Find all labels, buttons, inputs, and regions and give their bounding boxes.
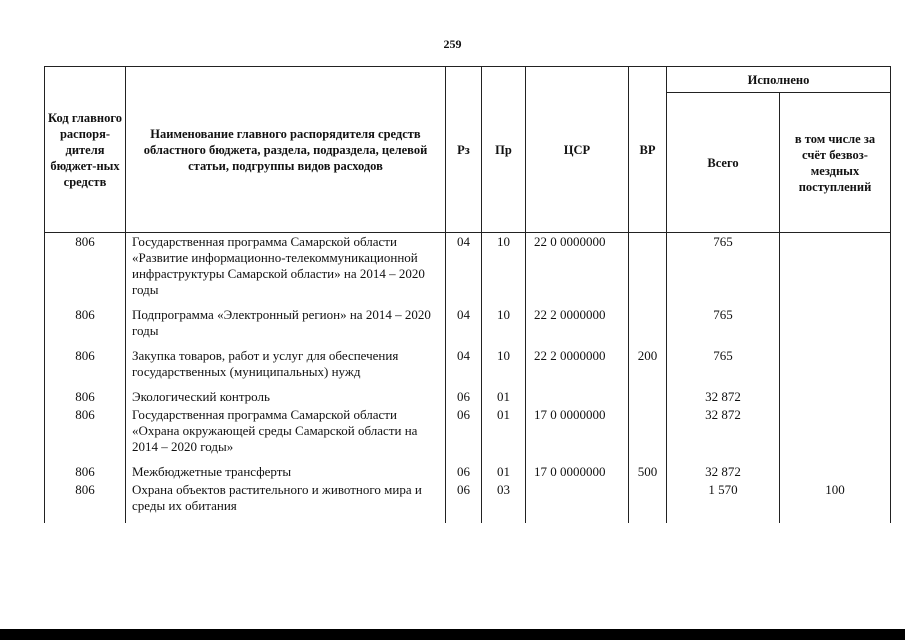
budget-table [44, 66, 891, 523]
cell-rz: 06 [446, 407, 482, 464]
cell-incl [780, 389, 891, 407]
table-row [45, 482, 891, 523]
cell-rz: 06 [446, 464, 482, 482]
header-pr: Пр [482, 67, 526, 233]
cell-code: 806 [45, 348, 126, 389]
header-rz: Рз [446, 67, 482, 233]
cell-code: 806 [45, 482, 126, 523]
cell-incl: 100 [780, 482, 891, 523]
header-total: Всего [667, 93, 780, 233]
cell-csr [526, 389, 629, 407]
cell-csr: 17 0 0000000 [526, 407, 629, 464]
cell-total: 32 872 [667, 464, 780, 482]
cell-name: Межбюджетные трансферты [126, 464, 446, 482]
table-row [45, 307, 891, 348]
cell-csr: 22 2 0000000 [526, 348, 629, 389]
cell-incl [780, 348, 891, 389]
table-row [45, 348, 891, 389]
header-code: Код главного распоря-дителя бюджет-ных средств [45, 67, 126, 233]
cell-vr [629, 307, 667, 348]
cell-pr: 10 [482, 307, 526, 348]
cell-pr: 10 [482, 348, 526, 389]
cell-pr: 01 [482, 407, 526, 464]
cell-name: Государственная программа Самарской области «Развитие информационно-телекоммуникационной инфраструктуры Самарской области» на 2014 – 2020 годы [126, 233, 446, 308]
cell-code: 806 [45, 389, 126, 407]
table-row [45, 233, 891, 308]
cell-total: 1 570 [667, 482, 780, 523]
cell-name: Государственная программа Самарской области «Охрана окружающей среды Самарской области на 2014 – 2020 годы» [126, 407, 446, 464]
cell-code: 806 [45, 464, 126, 482]
cell-total: 765 [667, 307, 780, 348]
cell-total: 765 [667, 233, 780, 308]
cell-code: 806 [45, 307, 126, 348]
cell-csr: 22 2 0000000 [526, 307, 629, 348]
cell-name: Подпрограмма «Электронный регион» на 2014 – 2020 годы [126, 307, 446, 348]
header-name: Наименование главного распорядителя средств областного бюджета, раздела, подраздела, целевой статьи, подгруппы видов расходов [126, 67, 446, 233]
cell-incl [780, 307, 891, 348]
cell-rz: 04 [446, 233, 482, 308]
table-row [45, 464, 891, 482]
cell-rz: 06 [446, 389, 482, 407]
cell-pr: 01 [482, 389, 526, 407]
cell-rz: 06 [446, 482, 482, 523]
cell-code: 806 [45, 407, 126, 464]
header-csr: ЦСР [526, 67, 629, 233]
header-incl: в том числе за счёт безвоз-мездных поступлений [780, 93, 891, 233]
cell-csr [526, 482, 629, 523]
cell-incl [780, 233, 891, 308]
cell-name: Экологический контроль [126, 389, 446, 407]
cell-pr: 03 [482, 482, 526, 523]
cell-vr [629, 482, 667, 523]
table-header [45, 67, 891, 233]
table-row [45, 389, 891, 407]
cell-rz: 04 [446, 348, 482, 389]
scan-edge-bar [0, 629, 905, 640]
table-row [45, 407, 891, 464]
cell-name: Охрана объектов растительного и животного мира и среды их обитания [126, 482, 446, 523]
cell-rz: 04 [446, 307, 482, 348]
cell-incl [780, 464, 891, 482]
cell-vr [629, 233, 667, 308]
cell-name: Закупка товаров, работ и услуг для обеспечения государственных (муниципальных) нужд [126, 348, 446, 389]
cell-pr: 01 [482, 464, 526, 482]
header-vr: ВР [629, 67, 667, 233]
cell-total: 32 872 [667, 389, 780, 407]
header-executed: Исполнено [667, 67, 891, 93]
cell-code: 806 [45, 233, 126, 308]
cell-csr: 17 0 0000000 [526, 464, 629, 482]
page-number: 259 [443, 37, 462, 51]
cell-vr: 500 [629, 464, 667, 482]
cell-csr: 22 0 0000000 [526, 233, 629, 308]
cell-total: 765 [667, 348, 780, 389]
table-body [45, 233, 891, 524]
cell-incl [780, 407, 891, 464]
cell-vr: 200 [629, 348, 667, 389]
cell-total: 32 872 [667, 407, 780, 464]
cell-vr [629, 389, 667, 407]
cell-pr: 10 [482, 233, 526, 308]
cell-vr [629, 407, 667, 464]
